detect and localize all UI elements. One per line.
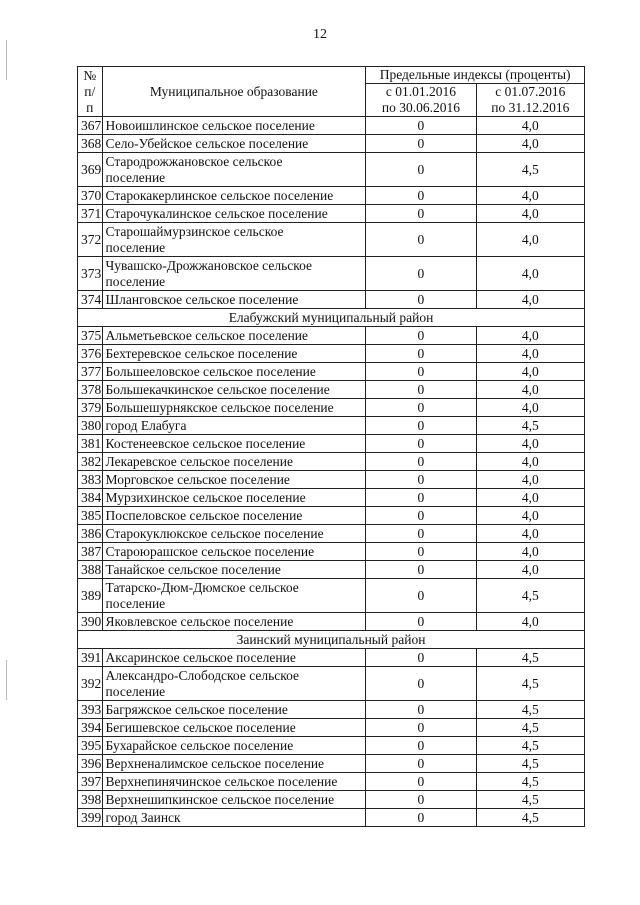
district-name: Заинский муниципальный район (78, 631, 585, 649)
municipality-name: Лекаревское сельское поселение (102, 453, 366, 471)
municipality-name: Яковлевское сельское поселение (102, 613, 366, 631)
row-number: 386 (78, 525, 103, 543)
index-period-2: 4,5 (476, 737, 584, 755)
table-row (78, 417, 585, 435)
index-period-2: 4,5 (476, 809, 584, 827)
index-period-2: 4,0 (476, 205, 584, 223)
table-row (78, 755, 585, 773)
index-period-2: 4,0 (476, 561, 584, 579)
header-period-1 (366, 84, 476, 117)
index-period-2: 4,0 (476, 435, 584, 453)
table-body (78, 117, 585, 827)
municipality-name: Костенеевское сельское поселение (102, 435, 366, 453)
row-number: 395 (78, 737, 103, 755)
index-period-1: 0 (366, 755, 476, 773)
district-header-row (78, 631, 585, 649)
indices-table (77, 66, 585, 827)
municipality-name: Верхнешипкинское сельское поселение (102, 791, 366, 809)
index-period-1: 0 (366, 525, 476, 543)
index-period-1: 0 (366, 135, 476, 153)
row-number: 383 (78, 471, 103, 489)
index-period-2: 4,5 (476, 417, 584, 435)
municipality-name (102, 223, 366, 257)
index-period-1: 0 (366, 381, 476, 399)
municipality-name: Верхнепинячинское сельское поселение (102, 773, 366, 791)
header-num (78, 67, 103, 117)
header-period-2-line2: по 31.12.2016 (491, 100, 570, 115)
municipality-name-line1: Татарско-Дюм-Дюмское сельское (105, 579, 299, 595)
table-row (78, 719, 585, 737)
index-period-2: 4,0 (476, 399, 584, 417)
district-header-row (78, 309, 585, 327)
municipality-name-line2: поселение (105, 169, 166, 185)
table-row (78, 363, 585, 381)
index-period-1: 0 (366, 773, 476, 791)
table-row (78, 453, 585, 471)
municipality-name: Село-Убейское сельское поселение (102, 135, 366, 153)
municipality-name: Староюрашское сельское поселение (102, 543, 366, 561)
municipality-name: Верхненалимское сельское поселение (102, 755, 366, 773)
municipality-name: Мурзихинское сельское поселение (102, 489, 366, 507)
index-period-1: 0 (366, 257, 476, 291)
row-number: 369 (78, 153, 103, 187)
municipality-name-line1: Стародрожжановское сельское (105, 153, 283, 169)
municipality-name: Шланговское сельское поселение (102, 291, 366, 309)
index-period-1: 0 (366, 345, 476, 363)
row-number: 367 (78, 117, 103, 135)
municipality-name: Бухарайское сельское поселение (102, 737, 366, 755)
table-row (78, 773, 585, 791)
municipality-name (102, 579, 366, 613)
index-period-1: 0 (366, 187, 476, 205)
index-period-2: 4,5 (476, 579, 584, 613)
table-header (78, 67, 585, 117)
index-period-2: 4,5 (476, 791, 584, 809)
row-number: 372 (78, 223, 103, 257)
index-period-2: 4,5 (476, 755, 584, 773)
table-row (78, 117, 585, 135)
index-period-2: 4,5 (476, 667, 584, 701)
index-period-1: 0 (366, 363, 476, 381)
row-number: 378 (78, 381, 103, 399)
table-row (78, 561, 585, 579)
municipality-name-line2: поселение (105, 239, 166, 255)
municipality-name (102, 667, 366, 701)
table-row (78, 507, 585, 525)
index-period-1: 0 (366, 701, 476, 719)
row-number: 371 (78, 205, 103, 223)
row-number: 391 (78, 649, 103, 667)
table-row (78, 205, 585, 223)
index-period-1: 0 (366, 667, 476, 701)
row-number: 396 (78, 755, 103, 773)
municipality-name-line1: Старошаймурзинское сельское (105, 223, 284, 239)
header-period-2 (476, 84, 584, 117)
municipality-name-line1: Чувашско-Дрожжановское сельское (105, 257, 312, 273)
index-period-2: 4,0 (476, 291, 584, 309)
index-period-1: 0 (366, 579, 476, 613)
index-period-1: 0 (366, 543, 476, 561)
header-num-line2: п/п (84, 83, 96, 115)
table-row (78, 257, 585, 291)
row-number: 399 (78, 809, 103, 827)
index-period-1: 0 (366, 649, 476, 667)
row-number: 377 (78, 363, 103, 381)
index-period-1: 0 (366, 489, 476, 507)
scan-edge-mark (6, 660, 7, 700)
municipality-name: Большекачкинское сельское поселение (102, 381, 366, 399)
row-number: 374 (78, 291, 103, 309)
index-period-2: 4,0 (476, 257, 584, 291)
municipality-name: Поспеловское сельское поселение (102, 507, 366, 525)
index-period-1: 0 (366, 613, 476, 631)
index-period-2: 4,0 (476, 489, 584, 507)
row-number: 388 (78, 561, 103, 579)
municipality-name (102, 257, 366, 291)
municipality-name-line2: поселение (105, 595, 166, 611)
header-period-2-line1: с 01.07.2016 (495, 84, 566, 99)
index-period-2: 4,0 (476, 613, 584, 631)
table-row (78, 579, 585, 613)
table-row (78, 435, 585, 453)
row-number: 397 (78, 773, 103, 791)
table-row (78, 291, 585, 309)
scan-edge-mark (6, 40, 7, 80)
index-period-2: 4,0 (476, 381, 584, 399)
table-row (78, 187, 585, 205)
municipality-name: Большешурнякское сельское поселение (102, 399, 366, 417)
row-number: 370 (78, 187, 103, 205)
index-period-2: 4,0 (476, 363, 584, 381)
municipality-name: Новоишлинское сельское поселение (102, 117, 366, 135)
municipality-name: Старокуклюкское сельское поселение (102, 525, 366, 543)
municipality-name: Бегишевское сельское поселение (102, 719, 366, 737)
index-period-2: 4,0 (476, 187, 584, 205)
index-period-2: 4,0 (476, 327, 584, 345)
index-period-2: 4,0 (476, 543, 584, 561)
row-number: 373 (78, 257, 103, 291)
index-period-1: 0 (366, 327, 476, 345)
index-period-1: 0 (366, 507, 476, 525)
table-row (78, 543, 585, 561)
municipality-name-line2: поселение (105, 273, 166, 289)
header-indices: Предельные индексы (проценты) (366, 67, 585, 84)
index-period-2: 4,5 (476, 773, 584, 791)
table-row (78, 223, 585, 257)
index-period-2: 4,0 (476, 117, 584, 135)
index-period-1: 0 (366, 223, 476, 257)
municipality-name (102, 153, 366, 187)
table-row (78, 345, 585, 363)
table-row (78, 791, 585, 809)
district-name: Елабужский муниципальный район (78, 309, 585, 327)
index-period-2: 4,0 (476, 135, 584, 153)
index-period-2: 4,5 (476, 719, 584, 737)
table-row (78, 489, 585, 507)
municipality-name: Танайское сельское поселение (102, 561, 366, 579)
municipality-name: Морговское сельское поселение (102, 471, 366, 489)
header-period-1-line1: с 01.01.2016 (385, 84, 456, 99)
index-period-1: 0 (366, 791, 476, 809)
row-number: 392 (78, 667, 103, 701)
index-period-1: 0 (366, 471, 476, 489)
row-number: 385 (78, 507, 103, 525)
row-number: 393 (78, 701, 103, 719)
index-period-1: 0 (366, 719, 476, 737)
index-period-2: 4,5 (476, 701, 584, 719)
municipality-name: Большееловское сельское поселение (102, 363, 366, 381)
row-number: 394 (78, 719, 103, 737)
table-row (78, 399, 585, 417)
municipality-name: Бехтеревское сельское поселение (102, 345, 366, 363)
row-number: 387 (78, 543, 103, 561)
table-row (78, 809, 585, 827)
table-row (78, 613, 585, 631)
row-number: 376 (78, 345, 103, 363)
row-number: 379 (78, 399, 103, 417)
index-period-2: 4,0 (476, 471, 584, 489)
row-number: 382 (78, 453, 103, 471)
index-period-1: 0 (366, 205, 476, 223)
index-period-1: 0 (366, 435, 476, 453)
index-period-1: 0 (366, 153, 476, 187)
municipality-name: Багряжское сельское поселение (102, 701, 366, 719)
index-period-2: 4,0 (476, 223, 584, 257)
municipality-name: Старокакерлинское сельское поселение (102, 187, 366, 205)
row-number: 398 (78, 791, 103, 809)
index-period-1: 0 (366, 809, 476, 827)
index-period-1: 0 (366, 291, 476, 309)
row-number: 381 (78, 435, 103, 453)
row-number: 368 (78, 135, 103, 153)
row-number: 384 (78, 489, 103, 507)
row-number: 390 (78, 613, 103, 631)
table-row (78, 649, 585, 667)
index-period-1: 0 (366, 561, 476, 579)
index-period-2: 4,0 (476, 345, 584, 363)
table-row (78, 525, 585, 543)
index-period-2: 4,5 (476, 153, 584, 187)
table-row (78, 667, 585, 701)
index-period-1: 0 (366, 117, 476, 135)
table-row (78, 701, 585, 719)
municipality-name: Аксаринское сельское поселение (102, 649, 366, 667)
index-period-1: 0 (366, 399, 476, 417)
municipality-name: Старочукалинское сельское поселение (102, 205, 366, 223)
page-number: 12 (313, 27, 327, 42)
municipality-name-line2: поселение (105, 683, 166, 699)
index-period-2: 4,0 (476, 507, 584, 525)
index-period-2: 4,5 (476, 649, 584, 667)
header-period-1-line2: по 30.06.2016 (381, 100, 460, 115)
index-period-2: 4,0 (476, 453, 584, 471)
table-row (78, 471, 585, 489)
table-row (78, 153, 585, 187)
municipality-name-line1: Александро-Слободское сельское (105, 667, 300, 683)
municipality-name: Альметьевское сельское поселение (102, 327, 366, 345)
index-period-1: 0 (366, 453, 476, 471)
index-period-1: 0 (366, 417, 476, 435)
table-row (78, 381, 585, 399)
table-row (78, 327, 585, 345)
header-num-line1: № (83, 67, 97, 83)
table-row (78, 737, 585, 755)
header-municipality: Муниципальное образование (102, 67, 366, 117)
row-number: 375 (78, 327, 103, 345)
index-period-2: 4,0 (476, 525, 584, 543)
row-number: 389 (78, 579, 103, 613)
table-row (78, 135, 585, 153)
index-period-1: 0 (366, 737, 476, 755)
municipality-name: город Заинск (102, 809, 366, 827)
municipality-name: город Елабуга (102, 417, 366, 435)
row-number: 380 (78, 417, 103, 435)
